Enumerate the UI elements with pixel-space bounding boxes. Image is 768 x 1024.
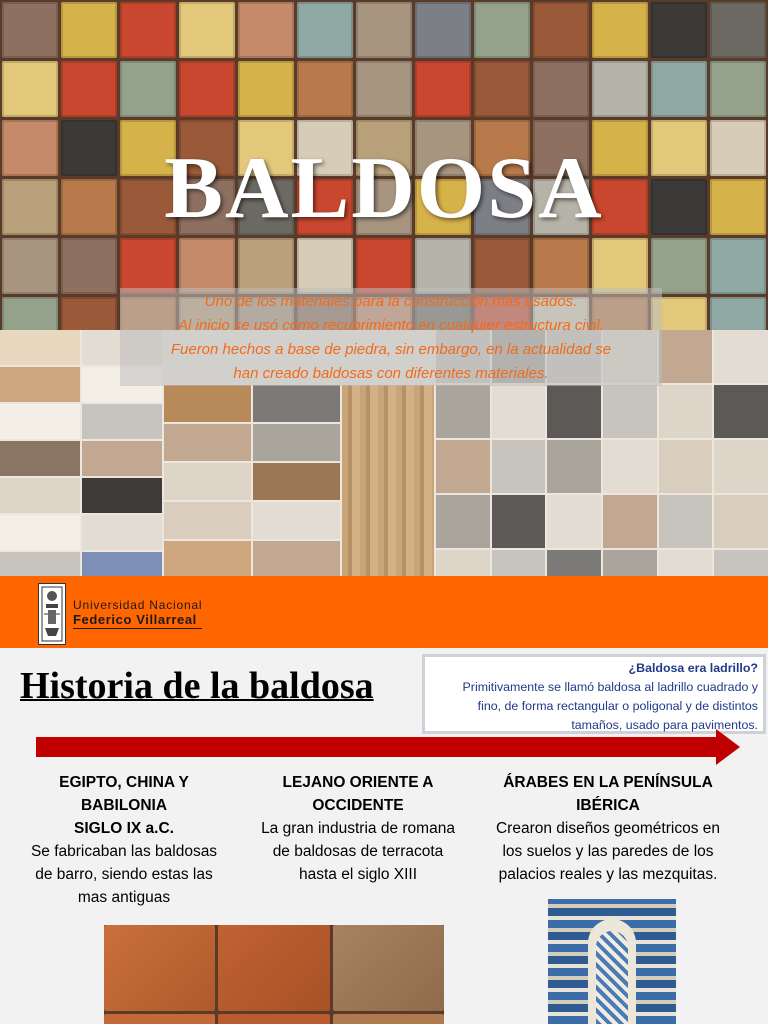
tile (651, 2, 707, 58)
hero-title: BALDOSA (164, 140, 604, 237)
note-line: Primitivamente se llamó baldosa al ladrillo cuadrado y (462, 680, 758, 694)
note-line: fino, de forma rectangular o poligonal y de distintos (477, 699, 758, 713)
tile (61, 2, 117, 58)
era-text: Crearon diseños geométricos en (495, 820, 720, 837)
tile (120, 2, 176, 58)
note-question: ¿Baldosa era ladrillo? (628, 661, 758, 675)
era-date: SIGLO IX a.C. (74, 820, 174, 837)
tile (474, 2, 530, 58)
era-text: los suelos y las paredes de los (502, 843, 714, 860)
tile (474, 238, 530, 294)
era-text: mas antiguas (77, 889, 171, 906)
era-heading: OCCIDENTE (312, 797, 404, 814)
tile (533, 61, 589, 117)
era-text: Se fabricaban las baldosas (30, 843, 218, 860)
tile (533, 2, 589, 58)
tile (2, 2, 58, 58)
era-heading: ÁRABES EN LA PENÍNSULA (503, 774, 713, 791)
university-name-line1: Universidad Nacional (73, 598, 203, 612)
tile (297, 238, 353, 294)
tile (592, 61, 648, 117)
tile (297, 2, 353, 58)
era-arabs-iberia (478, 771, 738, 886)
university-name-line2: Federico Villarreal (73, 612, 202, 629)
tile (61, 238, 117, 294)
history-title: Historia de la baldosa (20, 665, 374, 707)
era-egypt-china-babylon (10, 771, 238, 909)
tile (238, 61, 294, 117)
arrow-right-icon (36, 729, 740, 765)
tile (710, 238, 766, 294)
tile (651, 238, 707, 294)
tile (2, 238, 58, 294)
intro-line: Uno de los materiales para la construcción más usados. (204, 293, 578, 310)
tile (474, 61, 530, 117)
tile (710, 61, 766, 117)
intro-line: Fueron hechos a base de piedra, sin embargo, en la actualidad se (170, 341, 612, 358)
tile (61, 61, 117, 117)
tile (179, 238, 235, 294)
era-heading: BABILONIA (80, 797, 168, 814)
tile (2, 61, 58, 117)
tile (415, 61, 471, 117)
era-text: de baldosas de terracota (272, 843, 444, 860)
hero-tile-wall (0, 0, 768, 330)
intro-line: Al inicio se usó como recubrimiento en cualquier estructura civil. (177, 317, 605, 334)
era-far-east-west (244, 771, 472, 886)
intro-line: han creado baldosas con diferentes materiales. (233, 365, 549, 382)
tile (356, 2, 412, 58)
tile (592, 238, 648, 294)
tile (710, 2, 766, 58)
era-heading: IBÉRICA (576, 797, 640, 814)
era-text: La gran industria de romana (261, 820, 455, 837)
tile (356, 238, 412, 294)
tile (238, 2, 294, 58)
wood-tiles-photo (342, 385, 434, 576)
tile (238, 238, 294, 294)
tile (710, 297, 766, 330)
intro-text-box (120, 288, 662, 386)
tile (356, 61, 412, 117)
tile (179, 2, 235, 58)
tile (120, 238, 176, 294)
clay-tiles-photo (104, 925, 444, 1024)
tile (61, 297, 117, 330)
tile (415, 238, 471, 294)
tile (2, 297, 58, 330)
tile (533, 238, 589, 294)
stone-tiles-photo (164, 385, 340, 576)
era-text: palacios reales y las mezquitas. (498, 866, 718, 883)
tile (179, 61, 235, 117)
mosque-tiles-photo (548, 899, 676, 1024)
brick-note-box (422, 654, 766, 734)
tile (651, 61, 707, 117)
tile (297, 61, 353, 117)
era-text: de barro, siendo estas las (35, 866, 213, 883)
tile (120, 61, 176, 117)
era-heading: LEJANO ORIENTE A (282, 774, 434, 791)
era-heading: EGIPTO, CHINA Y (59, 774, 189, 791)
note-line: tamaños, usado para pavimentos. (571, 718, 758, 732)
tile (592, 2, 648, 58)
tile (415, 2, 471, 58)
era-text: hasta el siglo XIII (298, 866, 418, 883)
university-crest-icon (38, 583, 66, 645)
university-name (73, 598, 202, 629)
